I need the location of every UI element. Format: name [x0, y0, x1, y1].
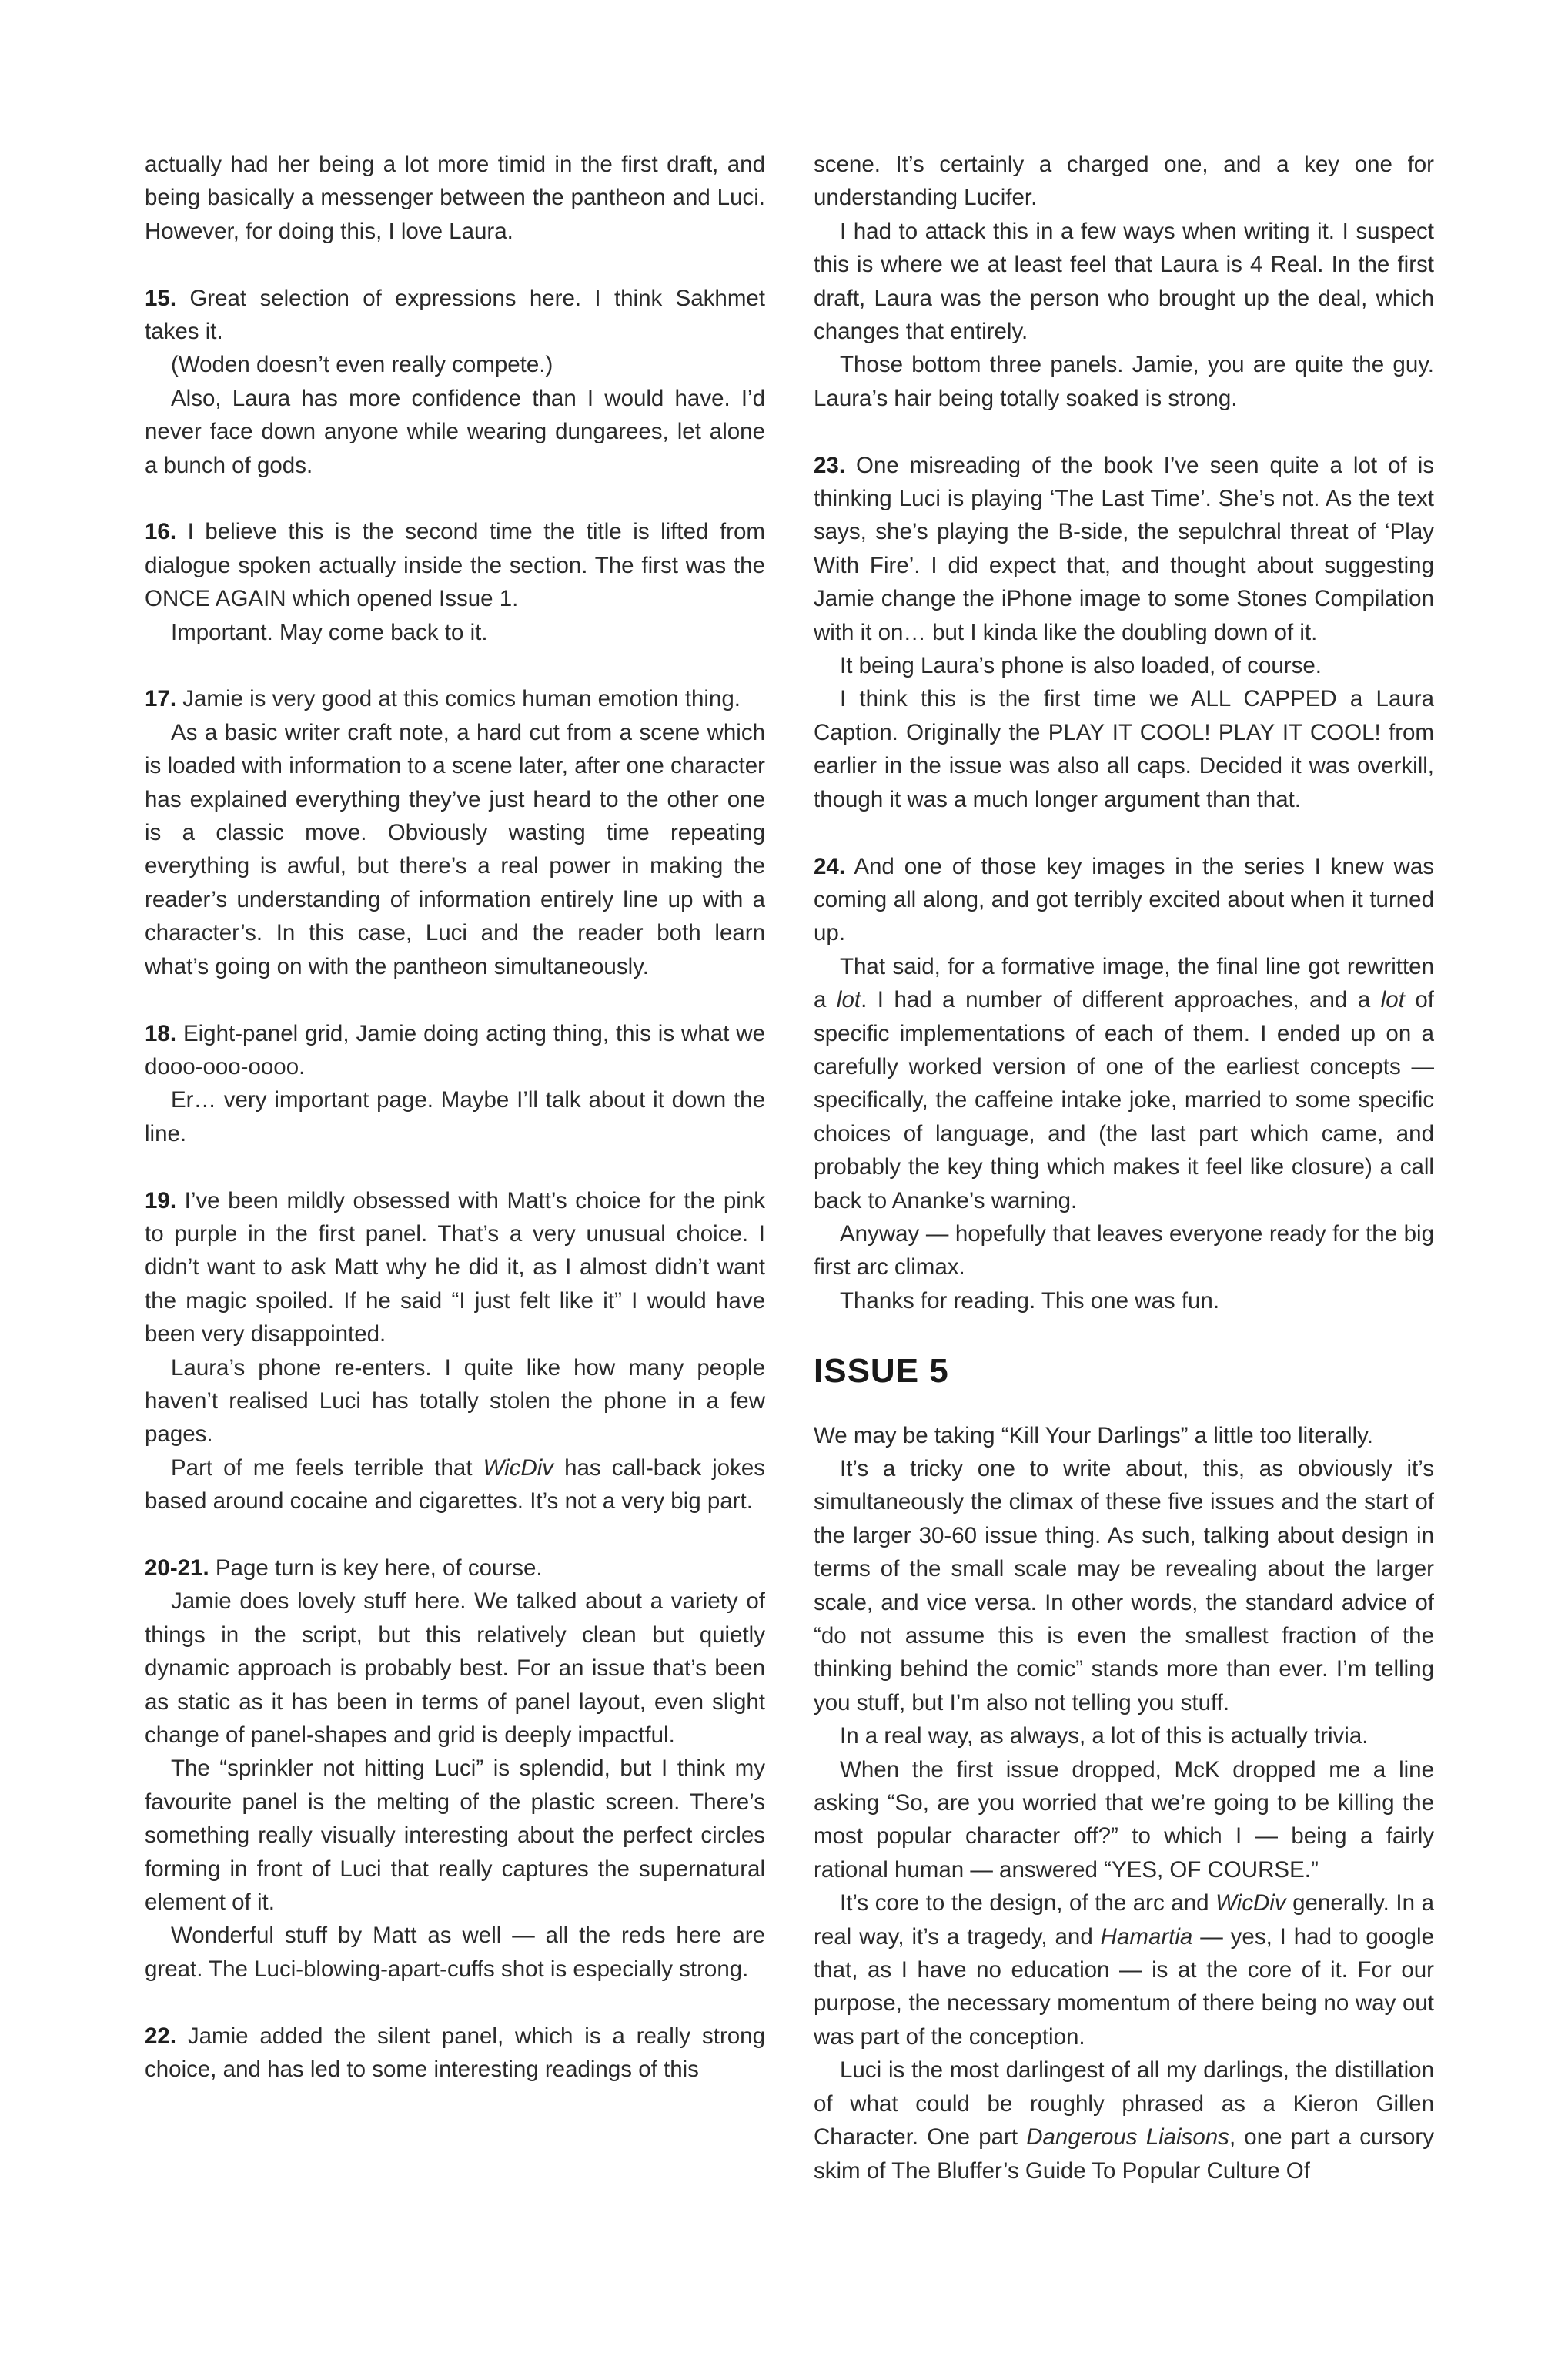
note-number: 19.: [145, 1187, 177, 1213]
body-paragraph: [145, 1184, 765, 1351]
note-text: I believe this is the second time the title is lifted from dialogue spoken actually inside the section. The first was the ONCE AGAIN which opened Issue 1.: [145, 519, 765, 612]
text-run: generally. In a real way, it’s a tragedy, and: [814, 1890, 1434, 1950]
note-number: 24.: [814, 853, 846, 879]
note-24: [814, 850, 1434, 1318]
italic-title: WicDiv: [1215, 1890, 1286, 1916]
body-paragraph: [814, 2053, 1434, 2187]
left-column: [145, 148, 765, 2120]
note-19: [145, 1184, 765, 1518]
body-paragraph: Those bottom three panels. Jamie, you are quite the guy. Laura’s hair being totally soaked is strong.: [814, 352, 1434, 411]
note-text: I’ve been mildly obsessed with Matt’s choice for the pink to purple in the first panel. That’s a very unusual choice. I didn’t want to ask Matt why he did it, as I almost didn’t want the magic spoiled. If he said “I just felt like it” I would have been very disappointed.: [145, 1187, 765, 1347]
note-22-continued: [814, 148, 1434, 415]
body-paragraph: (Woden doesn’t even really compete.): [171, 352, 553, 378]
note-text: Jamie is very good at this comics human emotion thing.: [182, 686, 741, 712]
body-paragraph: [814, 449, 1434, 649]
note-16: [145, 515, 765, 649]
italic-title: Dangerous Liaisons: [1026, 2124, 1229, 2151]
body-paragraph: [145, 1451, 765, 1518]
note-text: Eight-panel grid, Jamie doing acting thing, this is what we dooo-ooo-oooo.: [145, 1020, 765, 1079]
note-text: One misreading of the book I’ve seen quite a lot of is thinking Luci is playing ‘The Last Time’. She’s not. As the text says, she’s playing the B-side, the sepulchral threat of ‘Play With Fire’. I did expect that, and thought about suggesting Jamie change the iPhone image to some Stones Compilation with it on… but I kinda like the doubling down of it.: [814, 452, 1434, 645]
note-number: 18.: [145, 1020, 177, 1046]
body-paragraph: In a real way, as always, a lot of this is actually trivia.: [840, 1723, 1369, 1749]
body-paragraph: [814, 850, 1434, 950]
note-22: [145, 2020, 765, 2087]
text-run: , one part a cursory skim of The Bluffer’s Guide To Popular Culture Of: [814, 2124, 1434, 2184]
note-15: [145, 282, 765, 482]
note-17: [145, 682, 765, 983]
body-paragraph: Thanks for reading. This one was fun.: [840, 1287, 1220, 1314]
body-paragraph: [145, 1017, 765, 1084]
note-23: [814, 449, 1434, 816]
note-text: Page turn is key here, of course.: [215, 1555, 543, 1581]
body-paragraph: We may be taking “Kill Your Darlings” a little too literally.: [814, 1422, 1373, 1448]
body-paragraph: [145, 515, 765, 615]
note-number: 23.: [814, 452, 846, 478]
text-run: of specific implementations of each of them. I ended up on a carefully worked version of one of the earliest concepts — specifically, the caffeine intake joke, married to some specific choices of language, and (the last part which came, and probably the key thing which makes it feel like closure) a call back to Ananke’s warning.: [814, 987, 1434, 1213]
body-paragraph: As a basic writer craft note, a hard cut from a scene which is loaded with information to a scene later, after one character has explained everything they’ve just heard to the other one is a classic move. Obviously wasting time repeating everything is awful, but there’s a real power in making the reader’s understanding of information entirely line up with a character’s. In this case, Luci and the reader both learn what’s going on with the pantheon simultaneously.: [145, 719, 765, 979]
text-run: Luci is the most darlingest of all my darlings, the distillation of what could be roughly phrased as a Kieron Gillen Character. One part: [814, 2057, 1434, 2151]
body-paragraph: actually had her being a lot more timid in the first draft, and being basically a messenger between the pantheon and Luci. However, for doing this, I love Laura.: [145, 152, 765, 244]
issue-5-body: [814, 1419, 1434, 2187]
body-paragraph: [145, 2020, 765, 2087]
text-run: has call-back jokes based around cocaine and cigarettes. It’s not a very big part.: [145, 1454, 765, 1515]
body-paragraph: Also, Laura has more confidence than I would have. I’d never face down anyone while wearing dungarees, let alone a bunch of gods.: [145, 385, 765, 478]
note-number: 15.: [145, 285, 177, 311]
italic-emphasis: lot: [836, 987, 861, 1013]
note-18: [145, 1017, 765, 1151]
intro-continuation: [145, 148, 765, 248]
body-paragraph: [814, 1886, 1434, 2053]
text-run: . I had a number of different approaches, and a: [861, 987, 1381, 1013]
body-paragraph: [145, 1551, 765, 1585]
text-run: — yes, I had to google that, as I have no education — is at the core of it. For our purpose, the necessary momentum of there being no way out was part of the conception.: [814, 1923, 1435, 2050]
text-run: Part of me feels terrible that: [171, 1454, 483, 1481]
section-heading: ISSUE 5: [814, 1351, 949, 1390]
body-paragraph: scene. It’s certainly a charged one, and a key one for understanding Lucifer.: [814, 152, 1434, 211]
body-paragraph: Wonderful stuff by Matt as well — all the reds here are great. The Luci-blowing-apart-cuffs shot is especially strong.: [145, 1923, 765, 1982]
italic-title: WicDiv: [483, 1454, 554, 1481]
text-run: It’s core to the design, of the arc and: [840, 1890, 1216, 1916]
body-paragraph: When the first issue dropped, McK dropped me a line asking “So, are you worried that we’re going to be killing the most popular character off?” to which I — being a fairly rational human — answered “YES, OF COURSE.”: [814, 1756, 1434, 1883]
text-run: That said, for a formative image, the final line got rewritten a: [814, 953, 1434, 1013]
body-paragraph: [145, 282, 765, 349]
body-paragraph: It’s a tricky one to write about, this, as obviously it’s simultaneously the climax of these five issues and the start of the larger 30-60 issue thing. As such, talking about design in terms of the small scale may be revealing about the larger scale, and vice versa. In other words, the standard advice of “do not assume this is even the smallest fraction of the thinking behind the comic” stands more than ever. I’m telling you stuff, but I’m also not telling you stuff.: [814, 1455, 1434, 1715]
body-paragraph: The “sprinkler not hitting Luci” is splendid, but I think my favourite panel is the melting of the plastic screen. There’s something really visually interesting about the perfect circles forming in front of Luci that really captures the supernatural element of it.: [145, 1756, 765, 1916]
body-paragraph: Anyway — hopefully that leaves everyone ready for the big first arc climax.: [814, 1220, 1434, 1280]
note-text: And one of those key images in the series I knew was coming all along, and got terribly excited about when it turned up.: [814, 853, 1434, 946]
note-number: 17.: [145, 686, 177, 712]
note-text: Great selection of expressions here. I think Sakhmet takes it.: [145, 285, 765, 345]
body-paragraph: Er… very important page. Maybe I’ll talk about it down the line.: [145, 1087, 765, 1146]
body-paragraph: I had to attack this in a few ways when writing it. I suspect this is where we at least feel that Laura is 4 Real. In the first draft, Laura was the person who brought up the deal, which changes that entirely.: [814, 218, 1434, 345]
body-paragraph: Important. May come back to it.: [171, 619, 488, 645]
note-number: 20-21.: [145, 1555, 209, 1581]
body-paragraph: It being Laura’s phone is also loaded, of course.: [840, 653, 1322, 679]
note-20-21: [145, 1551, 765, 1986]
note-text: Jamie added the silent panel, which is a really strong choice, and has led to some interesting readings of this: [145, 2023, 765, 2083]
note-number: 22.: [145, 2023, 177, 2049]
italic-emphasis: lot: [1380, 987, 1405, 1013]
body-paragraph: Jamie does lovely stuff here. We talked about a variety of things in the script, but this relatively clean but quietly dynamic approach is probably best. For an issue that’s been as static as it has been in terms of panel layout, even slight change of panel-shapes and grid is deeply impactful.: [145, 1588, 765, 1748]
italic-term: Hamartia: [1100, 1923, 1193, 1950]
body-paragraph: I think this is the first time we ALL CAPPED a Laura Caption. Originally the PLAY IT COOL! PLAY IT COOL! from earlier in the issue was also all caps. Decided it was overkill, though it was a much longer argument than that.: [814, 686, 1434, 812]
note-number: 16.: [145, 519, 177, 545]
body-paragraph: [145, 682, 765, 715]
body-paragraph: Laura’s phone re-enters. I quite like how many people haven’t realised Luci has totally stolen the phone in a few pages.: [145, 1354, 765, 1448]
right-column: [814, 148, 1434, 2187]
body-paragraph: [814, 950, 1434, 1217]
